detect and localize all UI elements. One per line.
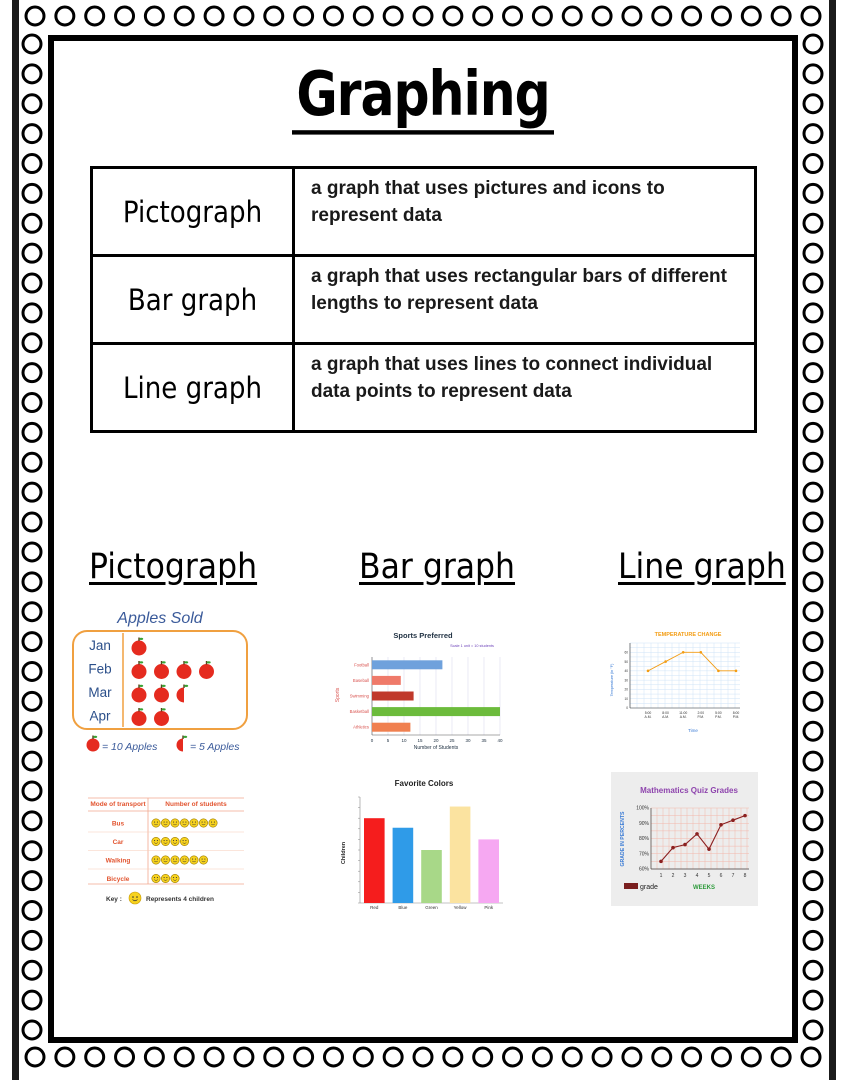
definition-cell: a graph that uses rectangular bars of different lengths to represent data — [294, 256, 756, 344]
border-circle-icon — [444, 1048, 462, 1066]
transport-pictograph — [88, 796, 246, 908]
line-graph-heading: Line graph — [618, 547, 786, 587]
border-circle-icon — [683, 1048, 701, 1066]
temperature-point — [717, 670, 720, 673]
temperature-x-tick: 2:00 — [697, 711, 705, 715]
temperature-y-tick: 0 — [626, 706, 628, 711]
border-circle-icon — [295, 1048, 313, 1066]
border-circle-icon — [23, 931, 41, 949]
border-circle-icon — [324, 1048, 342, 1066]
border-circle-icon — [804, 991, 822, 1009]
color-category-label: Blue — [398, 905, 408, 910]
border-circle-icon — [804, 1021, 822, 1039]
sports-bar — [372, 676, 401, 685]
border-circle-icon — [504, 7, 522, 25]
border-circle-icon — [354, 7, 372, 25]
border-circle-icon — [772, 7, 790, 25]
apple-icon — [154, 661, 169, 679]
apple-icon — [132, 685, 147, 703]
sports-category-label: Football — [354, 662, 369, 668]
border-circle-icon — [804, 543, 822, 561]
border-circle-icon — [563, 7, 581, 25]
quiz-x-tick: 6 — [719, 873, 723, 879]
apple-icon — [132, 638, 147, 656]
temperature-y-tick: 60 — [624, 650, 628, 655]
border-circle-icon — [23, 304, 41, 322]
smiley-icon — [209, 819, 217, 827]
temperature-point — [700, 651, 703, 654]
border-circle-icon — [384, 1048, 402, 1066]
sports-x-tick: 25 — [449, 738, 455, 743]
border-circle-icon — [804, 752, 822, 770]
border-circle-icon — [235, 1048, 253, 1066]
border-circle-icon — [23, 244, 41, 262]
border-circle-icon — [23, 394, 41, 412]
border-circle-icon — [23, 35, 41, 53]
temperature-x-tick: 8:00 — [662, 711, 669, 715]
border-circle-icon — [23, 573, 41, 591]
definition-row-pictograph — [92, 168, 756, 256]
temperature-x-label: Time — [688, 728, 698, 733]
smiley-icon — [152, 856, 160, 864]
apples-pictograph — [70, 605, 255, 755]
smiley-icon — [171, 819, 179, 827]
smiley-icon — [152, 874, 160, 882]
definition-cell: a graph that uses lines to connect individual data points to represent data — [294, 344, 756, 432]
border-circle-icon — [804, 453, 822, 471]
apple-icon — [177, 736, 188, 752]
smiley-key-icon — [129, 892, 141, 904]
sports-x-tick: 5 — [386, 738, 390, 743]
half-apple-key-text: = 5 Apples — [190, 741, 240, 753]
transport-col-header: Mode of transport — [90, 801, 146, 808]
quiz-x-tick: 1 — [659, 873, 663, 879]
quiz-y-tick: 80% — [638, 836, 649, 843]
right-border-bar — [829, 0, 836, 1080]
border-circle-icon — [23, 812, 41, 830]
temperature-y-label: Temperature (in °F) — [610, 663, 614, 697]
quiz-y-tick: 70% — [638, 851, 649, 858]
border-circle-icon — [23, 1021, 41, 1039]
apple-icon — [154, 685, 169, 703]
smiley-icon — [161, 874, 169, 882]
border-circle-icon — [804, 662, 822, 680]
smiley-icon — [161, 837, 169, 845]
border-circle-icon — [804, 274, 822, 292]
temperature-y-tick: 10 — [624, 696, 628, 701]
border-circle-icon — [384, 7, 402, 25]
term-cell: Bar graph — [92, 256, 294, 344]
border-circle-icon — [804, 334, 822, 352]
border-circle-icon — [23, 513, 41, 531]
border-circle-icon — [23, 782, 41, 800]
sports-bar — [372, 707, 500, 716]
sports-category-label: Basketball — [349, 709, 369, 715]
temperature-point — [664, 660, 667, 663]
month-label: Apr — [89, 708, 111, 724]
border-circle-icon — [804, 961, 822, 979]
border-circle-icon — [23, 633, 41, 651]
quiz-point — [731, 818, 735, 822]
border-circle-icon — [23, 334, 41, 352]
border-circle-icon — [474, 1048, 492, 1066]
border-circle-icon — [804, 931, 822, 949]
smiley-icon — [190, 819, 198, 827]
border-circle-icon — [56, 1048, 74, 1066]
temperature-x-tick-period: P.M. — [732, 715, 740, 719]
sports-bar — [372, 660, 442, 669]
border-circle-icon — [804, 901, 822, 919]
border-circle-icon — [804, 364, 822, 382]
border-circle-icon — [653, 7, 671, 25]
border-circle-icon — [23, 842, 41, 860]
quiz-x-tick: 8 — [743, 873, 747, 879]
border-circle-icon — [23, 364, 41, 382]
border-circle-icon — [235, 7, 253, 25]
border-circle-icon — [804, 513, 822, 531]
apple-key-text: = 10 Apples — [102, 741, 158, 753]
page-title: Graphing — [0, 57, 846, 134]
quiz-legend-label: grade — [640, 884, 658, 891]
sports-category-label: Baseball — [352, 677, 369, 683]
border-circle-icon — [175, 1048, 193, 1066]
quiz-x-tick: 3 — [683, 873, 687, 879]
border-circle-icon — [504, 1048, 522, 1066]
definitions-table — [90, 166, 757, 433]
sports-x-tick: 20 — [433, 738, 439, 743]
quiz-x-tick: 7 — [731, 873, 735, 879]
temperature-x-tick-period: P.M. — [697, 715, 705, 719]
sports-bar — [372, 692, 414, 701]
transport-mode-label: Bicycle — [106, 876, 130, 883]
month-label: Jan — [89, 638, 111, 653]
color-bar — [393, 828, 414, 903]
border-circle-icon — [802, 7, 820, 25]
definition-row-line-graph — [92, 344, 756, 432]
border-circle-icon — [414, 1048, 432, 1066]
temperature-x-tick-period: A.M. — [662, 715, 670, 719]
month-label: Feb — [88, 661, 112, 677]
border-circle-icon — [265, 1048, 283, 1066]
temperature-point — [647, 670, 650, 673]
temperature-x-tick: 8:00 — [732, 711, 740, 715]
colors-bar-chart — [338, 775, 508, 915]
temperature-x-tick-period: A.M. — [644, 715, 652, 719]
border-circle-icon — [802, 1048, 820, 1066]
color-category-label: Red — [370, 905, 379, 910]
border-circle-icon — [116, 7, 134, 25]
quiz-point — [659, 860, 663, 864]
border-circle-icon — [804, 603, 822, 621]
colors-y-label: Children — [341, 841, 347, 865]
sports-x-tick: 15 — [417, 738, 423, 743]
border-circle-icon — [563, 1048, 581, 1066]
quiz-x-tick: 5 — [707, 873, 711, 879]
color-category-label: Yellow — [453, 905, 467, 910]
border-circle-icon — [623, 7, 641, 25]
quiz-x-label: WEEKS — [692, 885, 716, 891]
border-circle-icon — [23, 722, 41, 740]
border-circle-icon — [593, 7, 611, 25]
border-circle-icon — [804, 842, 822, 860]
border-circle-icon — [23, 752, 41, 770]
border-circle-icon — [533, 1048, 551, 1066]
left-border-bar — [12, 0, 19, 1080]
smiley-icon — [152, 837, 160, 845]
border-circle-icon — [86, 7, 104, 25]
border-circle-icon — [804, 155, 822, 173]
border-circle-icon — [444, 7, 462, 25]
border-circle-icon — [804, 35, 822, 53]
color-category-label: Pink — [484, 905, 494, 910]
quiz-title: Mathematics Quiz Grades — [640, 786, 738, 795]
key-label: Key : — [106, 896, 122, 903]
border-circle-icon — [683, 7, 701, 25]
sports-subtitle: Scale 1 unit = 10 students — [450, 644, 494, 648]
temperature-x-tick-period: A.M. — [679, 715, 687, 719]
smiley-icon — [161, 856, 169, 864]
border-circle-icon — [23, 184, 41, 202]
border-circle-icon — [56, 7, 74, 25]
smiley-icon — [171, 837, 179, 845]
border-circle-icon — [804, 573, 822, 591]
apple-icon — [199, 661, 214, 679]
color-bar — [364, 818, 385, 903]
border-circle-icon — [804, 244, 822, 262]
border-circle-icon — [804, 304, 822, 322]
border-circle-icon — [23, 991, 41, 1009]
border-circle-icon — [205, 1048, 223, 1066]
border-circle-icon — [23, 543, 41, 561]
temperature-y-tick: 50 — [624, 659, 628, 664]
sports-y-label: Sports — [335, 687, 341, 703]
border-circle-icon — [23, 692, 41, 710]
smiley-icon — [199, 819, 207, 827]
bar-graph-heading: Bar graph — [359, 547, 516, 587]
border-circle-icon — [205, 7, 223, 25]
quiz-y-tick: 90% — [638, 820, 649, 827]
border-circle-icon — [804, 633, 822, 651]
border-circle-icon — [474, 7, 492, 25]
border-circle-icon — [804, 214, 822, 232]
sports-x-tick: 30 — [465, 738, 471, 743]
border-circle-icon — [175, 7, 193, 25]
border-circle-icon — [804, 184, 822, 202]
sports-category-label: Swimming — [349, 693, 369, 699]
definition-row-bar-graph — [92, 256, 756, 344]
term-cell: Line graph — [92, 344, 294, 432]
temperature-x-tick: 11:00 — [679, 711, 688, 715]
sports-x-tick: 10 — [401, 738, 407, 743]
quiz-point — [671, 846, 675, 850]
smiley-icon — [199, 856, 207, 864]
border-circle-icon — [804, 782, 822, 800]
smiley-icon — [180, 837, 188, 845]
transport-mode-label: Car — [112, 839, 124, 846]
border-circle-icon — [593, 1048, 611, 1066]
border-circle-icon — [23, 961, 41, 979]
color-bar — [478, 839, 499, 903]
border-circle-icon — [712, 7, 730, 25]
border-circle-icon — [742, 1048, 760, 1066]
quiz-y-tick: 60% — [638, 866, 649, 873]
sports-category-label: Athletics — [353, 724, 369, 730]
quiz-point — [683, 843, 687, 847]
sports-x-tick: 0 — [370, 738, 374, 743]
border-circle-icon — [145, 1048, 163, 1066]
border-circle-icon — [804, 812, 822, 830]
smiley-icon — [180, 819, 188, 827]
temperature-y-tick: 30 — [624, 678, 628, 683]
border-circle-icon — [804, 722, 822, 740]
term-cell: Pictograph — [92, 168, 294, 256]
border-circle-icon — [145, 7, 163, 25]
border-circle-icon — [623, 1048, 641, 1066]
temperature-line-chart — [608, 625, 758, 737]
quiz-legend-swatch — [624, 883, 638, 889]
border-circle-icon — [804, 872, 822, 890]
border-circle-icon — [23, 901, 41, 919]
sports-bar-chart — [335, 625, 515, 750]
sports-bar — [372, 723, 410, 732]
temperature-y-tick: 20 — [624, 687, 628, 692]
smiley-icon — [171, 874, 179, 882]
pictograph-heading: Pictograph — [89, 547, 258, 587]
temperature-point — [682, 651, 685, 654]
transport-mode-label: Walking — [105, 857, 131, 865]
sports-x-tick: 40 — [497, 738, 503, 743]
sports-x-label: Number of Students — [413, 745, 459, 750]
temperature-x-tick-period: P.M. — [715, 715, 722, 719]
border-circle-icon — [265, 7, 283, 25]
border-circle-icon — [804, 423, 822, 441]
quiz-point — [707, 847, 711, 851]
quiz-x-tick: 4 — [695, 873, 699, 879]
border-circle-icon — [26, 1048, 44, 1066]
border-circle-icon — [772, 1048, 790, 1066]
border-circle-icon — [23, 214, 41, 232]
border-circle-icon — [23, 662, 41, 680]
border-circle-icon — [116, 1048, 134, 1066]
border-circle-icon — [742, 7, 760, 25]
border-circle-icon — [354, 1048, 372, 1066]
border-circle-icon — [295, 7, 313, 25]
border-circle-icon — [23, 274, 41, 292]
border-circle-icon — [23, 423, 41, 441]
definition-cell: a graph that uses pictures and icons to represent data — [294, 168, 756, 256]
apple-icon — [87, 736, 100, 752]
border-circle-icon — [653, 1048, 671, 1066]
border-circle-icon — [26, 7, 44, 25]
quiz-point — [743, 814, 747, 818]
month-label: Mar — [88, 685, 112, 700]
key-text: Represents 4 children — [146, 896, 214, 903]
border-circle-icon — [804, 483, 822, 501]
border-circle-icon — [712, 1048, 730, 1066]
students-col-header: Number of students — [165, 801, 227, 808]
apple-icon — [177, 685, 189, 703]
border-circle-icon — [86, 1048, 104, 1066]
quiz-point — [695, 832, 699, 836]
colors-title: Favorite Colors — [394, 779, 454, 788]
quiz-grades-line-chart — [611, 772, 758, 906]
smiley-icon — [180, 856, 188, 864]
temperature-point — [735, 670, 738, 673]
border-circle-icon — [804, 692, 822, 710]
border-circle-icon — [804, 394, 822, 412]
border-circle-icon — [533, 7, 551, 25]
smiley-icon — [152, 819, 160, 827]
smiley-icon — [171, 856, 179, 864]
border-circle-icon — [23, 453, 41, 471]
temperature-y-tick: 40 — [624, 669, 628, 674]
color-bar — [421, 850, 442, 903]
apple-icon — [132, 661, 147, 679]
color-category-label: Green — [425, 905, 438, 910]
sports-x-tick: 35 — [481, 738, 487, 743]
sports-title: Sports Preferred — [393, 631, 453, 640]
quiz-y-tick: 100% — [636, 805, 649, 812]
border-circle-icon — [23, 603, 41, 621]
border-circle-icon — [23, 872, 41, 890]
apple-icon — [177, 661, 192, 679]
apple-icon — [132, 708, 147, 726]
temperature-x-tick: 5:00 — [644, 711, 652, 715]
pictograph-title: Apples Sold — [117, 610, 203, 627]
border-circle-icon — [414, 7, 432, 25]
smiley-icon — [190, 856, 198, 864]
border-circle-icon — [23, 155, 41, 173]
smiley-icon — [161, 819, 169, 827]
temperature-title: TEMPERATURE CHANGE — [654, 632, 722, 638]
apple-icon — [154, 708, 169, 726]
quiz-x-tick: 2 — [671, 873, 675, 879]
border-circle-icon — [23, 483, 41, 501]
border-circle-icon — [324, 7, 342, 25]
transport-mode-label: Bus — [111, 820, 125, 828]
temperature-x-tick: 5:00 — [715, 711, 722, 715]
color-bar — [450, 807, 471, 903]
quiz-y-label: GRADE IN PERCENTS — [620, 811, 626, 867]
quiz-point — [719, 823, 723, 827]
